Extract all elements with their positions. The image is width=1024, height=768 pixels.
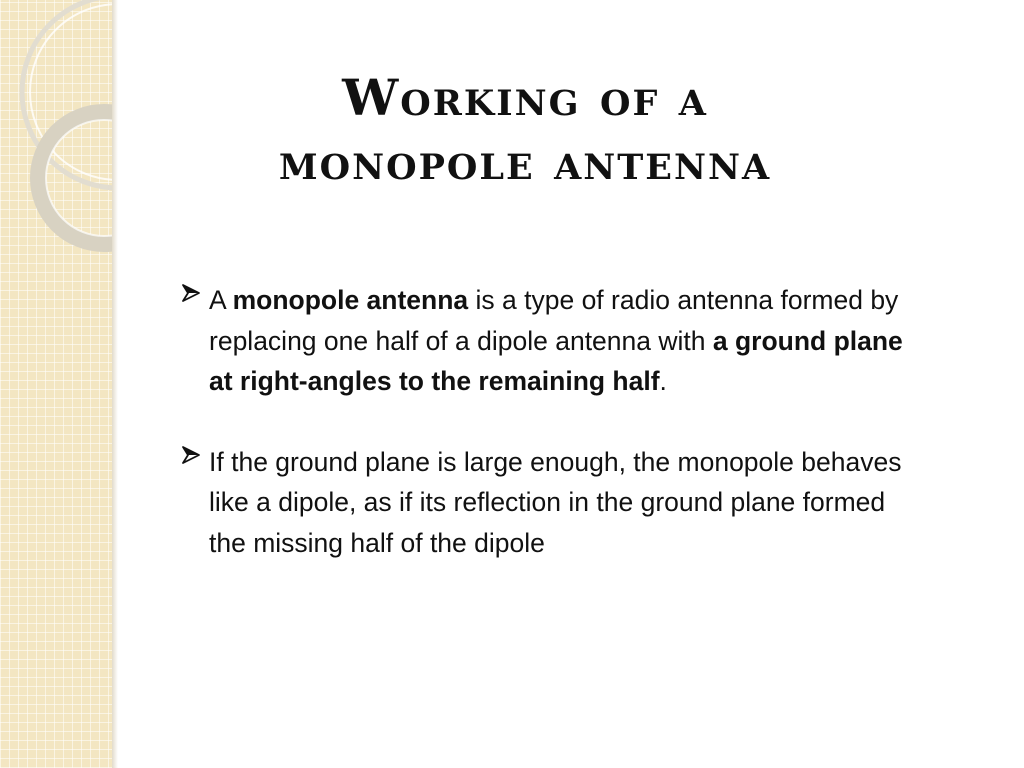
slide-title xyxy=(150,66,900,194)
side-band-shadow xyxy=(112,0,118,768)
decorative-side-band xyxy=(0,0,112,768)
bullet-item-monopole-definition xyxy=(180,280,920,402)
slide-title-line-2: monopole antenna xyxy=(278,132,772,191)
bullet-2-text: If the ground plane is large enough, the monopole behaves like a dipole, as if its reflection in the ground plane formed the missing half of the dipole xyxy=(209,446,902,558)
bullet-1-term-ground-plane: a ground plane at right-angles to the remaining half xyxy=(209,325,903,396)
bullet-1-text-start: A xyxy=(209,285,233,315)
bullet-1-term-monopole-antenna: monopole antenna xyxy=(232,285,469,315)
bullet-list xyxy=(180,280,920,603)
decorative-rings xyxy=(0,0,112,768)
slide-title-line-1: Working of a xyxy=(342,68,708,127)
arrowhead-bullet-icon xyxy=(180,282,202,304)
arrowhead-bullet-icon xyxy=(180,444,202,466)
bullet-item-ground-plane-reflection xyxy=(180,442,920,564)
bullet-1-text-end: . xyxy=(659,366,667,396)
bullet-1-text-middle: is a type of radio antenna formed by replacing one half of a dipole antenna with xyxy=(209,285,899,356)
